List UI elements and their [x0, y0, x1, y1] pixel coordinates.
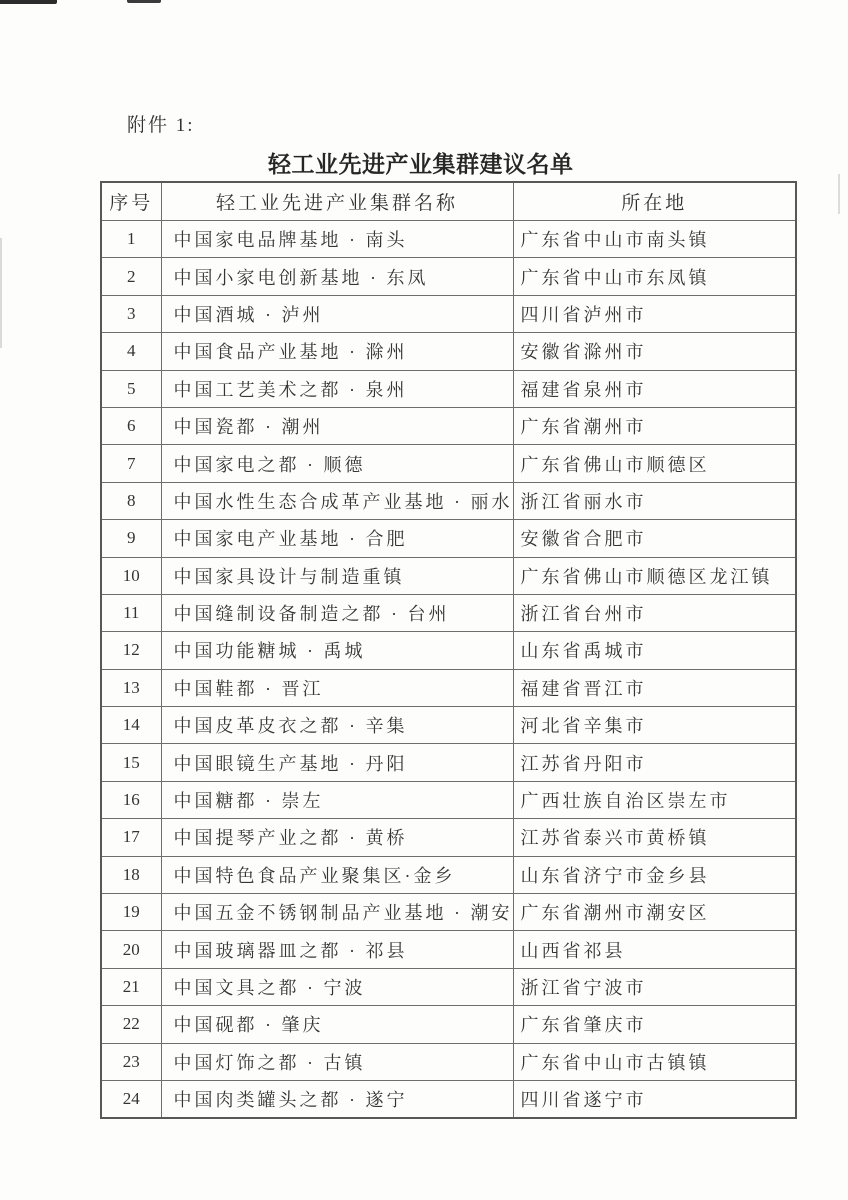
table-cell-name: 中国文具之都 · 宁波 — [161, 968, 513, 1005]
table-cell-no: 2 — [101, 258, 161, 295]
table-cell-no: 12 — [101, 632, 161, 669]
table-header — [101, 182, 796, 221]
scan-line-right-edge — [838, 174, 840, 214]
table-cell-no: 15 — [101, 744, 161, 781]
table-row — [101, 632, 796, 669]
col-header-location: 所在地 — [513, 182, 796, 221]
table-cell-no: 14 — [101, 707, 161, 744]
table-row — [101, 333, 796, 370]
table-row — [101, 594, 796, 631]
table-cell-location: 浙江省宁波市 — [513, 968, 796, 1005]
table-cell-name: 中国糖都 · 崇左 — [161, 781, 513, 818]
table-cell-no: 1 — [101, 221, 161, 258]
table-cell-name: 中国灯饰之都 · 古镇 — [161, 1043, 513, 1080]
table-cell-no: 19 — [101, 894, 161, 931]
table-body — [101, 221, 796, 1119]
table-row — [101, 707, 796, 744]
scan-line-left-edge — [0, 238, 2, 348]
cluster-table — [100, 181, 797, 1119]
table-row — [101, 557, 796, 594]
table-cell-name: 中国皮革皮衣之都 · 辛集 — [161, 707, 513, 744]
table-cell-no: 10 — [101, 557, 161, 594]
table-cell-no: 16 — [101, 781, 161, 818]
table-cell-no: 6 — [101, 407, 161, 444]
table-cell-location: 福建省晋江市 — [513, 669, 796, 706]
table-cell-location: 江苏省丹阳市 — [513, 744, 796, 781]
table-row — [101, 931, 796, 968]
table-cell-name: 中国瓷都 · 潮州 — [161, 407, 513, 444]
table-row — [101, 1006, 796, 1043]
col-header-no: 序号 — [101, 182, 161, 221]
table-cell-name: 中国家电之都 · 顺德 — [161, 445, 513, 482]
table-cell-no: 17 — [101, 819, 161, 856]
page-title: 轻工业先进产业集群建议名单 — [268, 152, 574, 177]
table-cell-name: 中国砚都 · 肇庆 — [161, 1006, 513, 1043]
table-cell-name: 中国提琴产业之都 · 黄桥 — [161, 819, 513, 856]
table-cell-name: 中国眼镜生产基地 · 丹阳 — [161, 744, 513, 781]
table-cell-name: 中国家具设计与制造重镇 — [161, 557, 513, 594]
scan-smudge-top-left — [0, 0, 57, 4]
table-row — [101, 1080, 796, 1118]
table-cell-no: 4 — [101, 333, 161, 370]
table-cell-location: 山东省济宁市金乡县 — [513, 856, 796, 893]
table-cell-name: 中国家电品牌基地 · 南头 — [161, 221, 513, 258]
table-row — [101, 295, 796, 332]
table-cell-name: 中国小家电创新基地 · 东凤 — [161, 258, 513, 295]
table-cell-location: 福建省泉州市 — [513, 370, 796, 407]
table-cell-no: 7 — [101, 445, 161, 482]
table-cell-no: 18 — [101, 856, 161, 893]
attachment-label: 附件 1: — [127, 115, 195, 136]
table-cell-name: 中国缝制设备制造之都 · 台州 — [161, 594, 513, 631]
table-cell-no: 3 — [101, 295, 161, 332]
table-cell-name: 中国鞋都 · 晋江 — [161, 669, 513, 706]
table-cell-location: 河北省辛集市 — [513, 707, 796, 744]
table-cell-location: 广东省潮州市潮安区 — [513, 894, 796, 931]
table-cell-location: 广东省中山市东凤镇 — [513, 258, 796, 295]
table-cell-location: 广东省中山市南头镇 — [513, 221, 796, 258]
table-cell-location: 安徽省合肥市 — [513, 520, 796, 557]
table-row — [101, 370, 796, 407]
table-row — [101, 1043, 796, 1080]
table-cell-location: 广东省佛山市顺德区 — [513, 445, 796, 482]
table-cell-no: 23 — [101, 1043, 161, 1080]
table-row — [101, 221, 796, 258]
table-cell-location: 广东省佛山市顺德区龙江镇 — [513, 557, 796, 594]
table-row — [101, 856, 796, 893]
header-row — [101, 182, 796, 221]
table-cell-location: 浙江省丽水市 — [513, 482, 796, 519]
table-cell-location: 四川省遂宁市 — [513, 1080, 796, 1118]
table-cell-name: 中国肉类罐头之都 · 遂宁 — [161, 1080, 513, 1118]
table-cell-no: 22 — [101, 1006, 161, 1043]
table-cell-no: 5 — [101, 370, 161, 407]
table-cell-no: 9 — [101, 520, 161, 557]
table-cell-no: 13 — [101, 669, 161, 706]
table-row — [101, 968, 796, 1005]
table-cell-location: 山西省祁县 — [513, 931, 796, 968]
table-cell-no: 24 — [101, 1080, 161, 1118]
table-cell-location: 广东省潮州市 — [513, 407, 796, 444]
table-cell-name: 中国特色食品产业聚集区·金乡 — [161, 856, 513, 893]
table-cell-name: 中国功能糖城 · 禹城 — [161, 632, 513, 669]
table-cell-no: 8 — [101, 482, 161, 519]
table-row — [101, 894, 796, 931]
table-row — [101, 819, 796, 856]
table-row — [101, 482, 796, 519]
table-cell-name: 中国五金不锈钢制品产业基地 · 潮安 — [161, 894, 513, 931]
table-cell-location: 浙江省台州市 — [513, 594, 796, 631]
table-cell-location: 安徽省滁州市 — [513, 333, 796, 370]
table-row — [101, 744, 796, 781]
table-cell-name: 中国玻璃器皿之都 · 祁县 — [161, 931, 513, 968]
table-cell-location: 广西壮族自治区崇左市 — [513, 781, 796, 818]
col-header-name: 轻工业先进产业集群名称 — [161, 182, 513, 221]
table-row — [101, 445, 796, 482]
table-cell-name: 中国食品产业基地 · 滁州 — [161, 333, 513, 370]
table-cell-name: 中国酒城 · 泸州 — [161, 295, 513, 332]
table-cell-name: 中国家电产业基地 · 合肥 — [161, 520, 513, 557]
table-row — [101, 520, 796, 557]
table-cell-no: 11 — [101, 594, 161, 631]
table-cell-location: 山东省禹城市 — [513, 632, 796, 669]
table-row — [101, 258, 796, 295]
table-cell-location: 四川省泸州市 — [513, 295, 796, 332]
table-row — [101, 669, 796, 706]
table-cell-location: 江苏省泰兴市黄桥镇 — [513, 819, 796, 856]
table-cell-no: 21 — [101, 968, 161, 1005]
table-cell-location: 广东省中山市古镇镇 — [513, 1043, 796, 1080]
table-row — [101, 781, 796, 818]
table-cell-name: 中国水性生态合成革产业基地 · 丽水 — [161, 482, 513, 519]
table-cell-no: 20 — [101, 931, 161, 968]
table-cell-location: 广东省肇庆市 — [513, 1006, 796, 1043]
scan-smudge-top-second — [127, 0, 161, 3]
table-row — [101, 407, 796, 444]
table-cell-name: 中国工艺美术之都 · 泉州 — [161, 370, 513, 407]
